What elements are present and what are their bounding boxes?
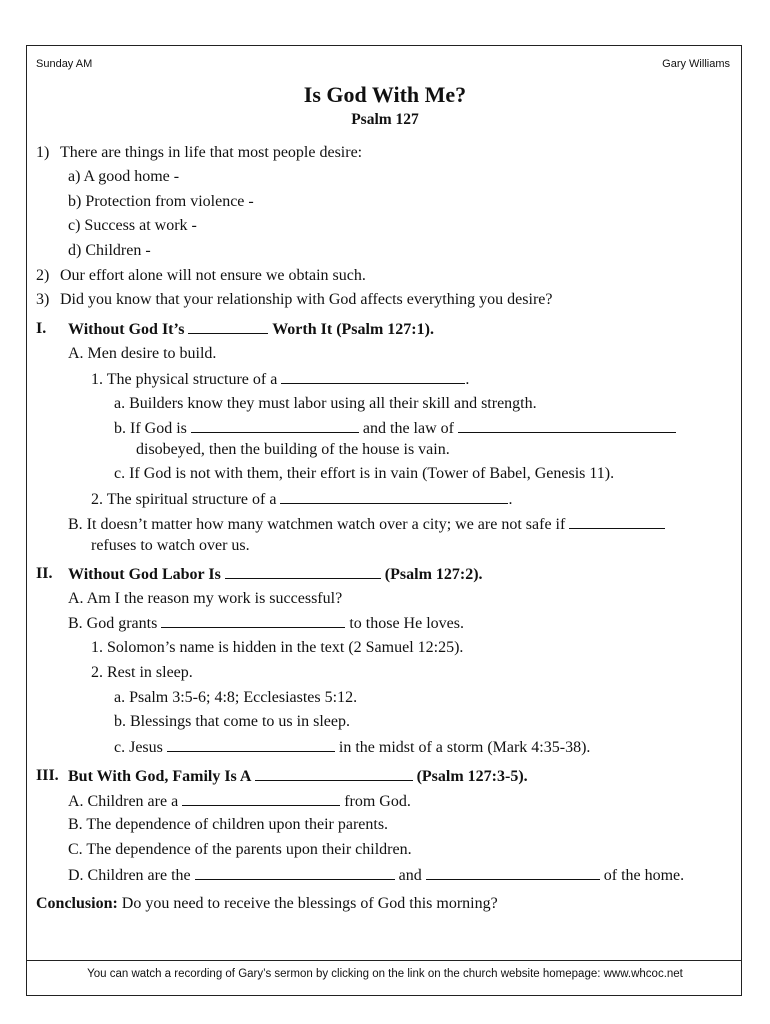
blank-field[interactable] <box>569 514 665 529</box>
section-1-point-a1b-mid: and the law of <box>362 420 454 437</box>
intro-point-1-text: There are things in life that most people desire: <box>60 144 363 161</box>
section-1-point-a: A. Men desire to build. <box>68 345 217 362</box>
blank-field[interactable] <box>161 613 345 628</box>
desire-c: c) Success at work - <box>68 217 197 234</box>
section-2-title-post: (Psalm 127:2). <box>384 566 483 583</box>
conclusion <box>36 894 498 914</box>
blank-field[interactable] <box>255 766 413 781</box>
section-1-title-pre: Without God It’s <box>68 321 185 338</box>
blank-field[interactable] <box>281 369 465 384</box>
blank-field[interactable] <box>458 418 676 433</box>
blank-field[interactable] <box>191 418 359 433</box>
blank-field[interactable] <box>426 865 600 880</box>
intro-point-1 <box>36 143 363 163</box>
section-1-point-a2-post: . <box>508 491 513 508</box>
blank-field[interactable] <box>225 564 381 579</box>
section-3-title <box>68 766 528 787</box>
section-1-point-a1-pre: 1. The physical structure of a <box>91 371 278 388</box>
section-2-point-b2c-pre: c. Jesus <box>114 739 163 756</box>
section-1-number: I. <box>36 320 47 337</box>
footer-divider <box>27 960 741 961</box>
section-1-heading <box>36 319 434 339</box>
section-1-point-a1b <box>114 418 676 439</box>
section-3-heading <box>36 766 528 786</box>
intro-point-2-number: 2) <box>36 267 50 284</box>
section-1-title <box>68 319 434 340</box>
section-3-title-pre: But With God, Family Is A <box>68 768 251 785</box>
section-2-point-a: A. Am I the reason my work is successful? <box>68 590 343 607</box>
intro-point-2-text: Our effort alone will not ensure we obtain such. <box>60 267 366 284</box>
service-label: Sunday AM <box>36 58 93 70</box>
section-1-title-post: Worth It (Psalm 127:1). <box>272 321 434 338</box>
section-2-point-b2: 2. Rest in sleep. <box>91 664 193 681</box>
section-2-heading <box>36 564 483 584</box>
desire-a: a) A good home - <box>68 168 180 185</box>
section-2-number: II. <box>36 565 53 582</box>
section-2-point-b1: 1. Solomon’s name is hidden in the text (2 Samuel 12:25). <box>91 639 464 656</box>
blank-field[interactable] <box>195 865 395 880</box>
section-3-title-post: (Psalm 127:3-5). <box>416 768 528 785</box>
footer-note: You can watch a recording of Gary’s sermon by clicking on the link on the church website homepage: www.whcoc.net <box>87 968 683 980</box>
intro-point-1-number: 1) <box>36 144 50 161</box>
intro-point-3 <box>36 290 553 310</box>
section-1-point-a1b-pre: b. If God is <box>114 420 187 437</box>
section-2-point-b2c <box>114 737 590 758</box>
intro-point-3-number: 3) <box>36 291 50 308</box>
author-name: Gary Williams <box>662 58 730 70</box>
section-1-point-a1-post: . <box>465 371 470 388</box>
section-1-point-b <box>68 514 665 535</box>
section-3-point-a <box>68 791 411 812</box>
section-3-point-d <box>68 865 684 886</box>
section-1-point-a2-pre: 2. The spiritual structure of a <box>91 491 277 508</box>
section-2-point-b2a: a. Psalm 3:5-6; 4:8; Ecclesiastes 5:12. <box>114 689 358 706</box>
conclusion-text: Do you need to receive the blessings of God this morning? <box>121 895 498 912</box>
section-2-point-b2c-post: in the midst of a storm (Mark 4:35-38). <box>338 739 591 756</box>
section-3-point-b: B. The dependence of children upon their parents. <box>68 816 389 833</box>
sermon-title: Is God With Me? <box>303 82 467 107</box>
section-3-point-d-pre: D. Children are the <box>68 867 191 884</box>
blank-field[interactable] <box>167 737 335 752</box>
intro-point-2 <box>36 266 366 286</box>
section-1-point-a1a: a. Builders know they must labor using all their skill and strength. <box>114 395 537 412</box>
section-3-point-d-post: of the home. <box>603 867 685 884</box>
section-2-title <box>68 564 483 585</box>
section-3-point-c: C. The dependence of the parents upon their children. <box>68 841 412 858</box>
desire-b: b) Protection from violence - <box>68 193 254 210</box>
section-3-point-d-mid: and <box>398 867 422 884</box>
section-2-point-b-pre: B. God grants <box>68 615 158 632</box>
section-1-point-a1c: c. If God is not with them, their effort is in vain (Tower of Babel, Genesis 11). <box>114 465 615 482</box>
section-1-point-b-pre: B. It doesn’t matter how many watchmen watch over a city; we are not safe if <box>68 516 566 533</box>
section-2-point-b <box>68 613 464 634</box>
section-2-point-b-post: to those He loves. <box>349 615 464 632</box>
section-2-title-pre: Without God Labor Is <box>68 566 221 583</box>
section-3-point-a-pre: A. Children are a <box>68 793 179 810</box>
section-3-number: III. <box>36 767 59 784</box>
section-1-point-a1b-continued: disobeyed, then the building of the house is vain. <box>136 441 450 458</box>
intro-point-3-text: Did you know that your relationship with God affects everything you desire? <box>60 291 553 308</box>
section-3-point-a-post: from God. <box>344 793 411 810</box>
conclusion-label: Conclusion: <box>36 895 118 912</box>
section-1-point-a1 <box>91 369 469 390</box>
blank-field[interactable] <box>182 791 340 806</box>
blank-field[interactable] <box>188 319 268 334</box>
section-1-point-b-continued: refuses to watch over us. <box>91 537 250 554</box>
scripture-reference: Psalm 127 <box>351 111 419 128</box>
section-1-point-a2 <box>91 489 512 510</box>
blank-field[interactable] <box>280 489 508 504</box>
section-2-point-b2b: b. Blessings that come to us in sleep. <box>114 713 350 730</box>
desire-d: d) Children - <box>68 242 151 259</box>
